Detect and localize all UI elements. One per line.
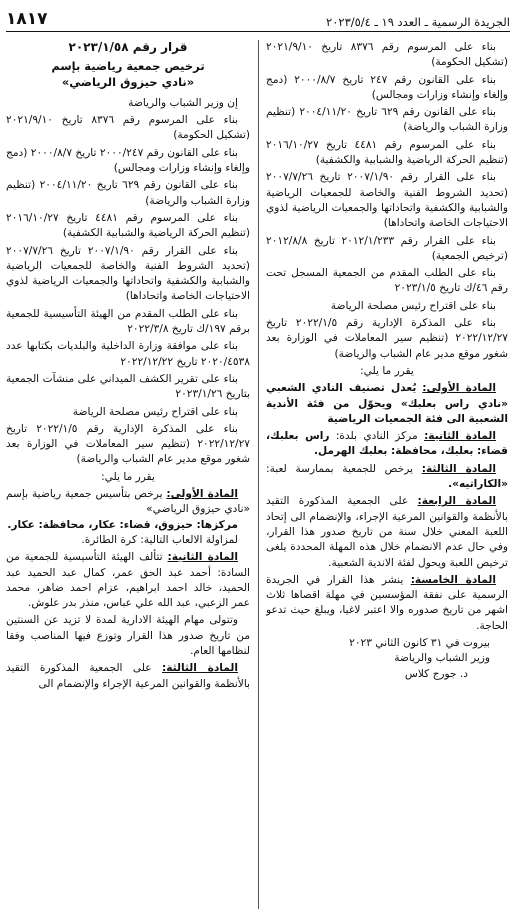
article-2-text: تتألف الهيئة التأسيسية للجمعية من السادة: أحمد عبد الحق عمر، كمال عبد الحميد عبد الحميد، خالد احمد ابراهيم، عزام احمد ضاهر، محمد عمر الزعبي، عبد الله علي عباس، منذر بدر علوش. [6,551,250,610]
article-2-extra: وتتولى مهام الهيئة الادارية لمدة لا تزيد عن السنتين من تاريخ صدور هذا القرار وتوزع فيها المناصب وفقا لنظامها العام. [6,614,250,657]
decision-number: قرار رقم ٢٠٢٣/١/٥٨ [68,40,188,54]
article-5 [266,573,508,634]
article-2 [6,550,250,611]
recital-law-629: بناء على القانون رقم ٦٢٩ تاريخ ٢٠٠٤/١١/٢٠ (تنظيم وزارة الشباب والرياضة) [6,179,250,207]
article-3-sport: «الكاراتيه». [448,478,508,491]
recital-decision-90: بناء على القرار رقم ٢٠٠٧/١/٩٠ تاريخ ٢٠٠٧/٧/٢٦ (تحديد الشروط الفنية والخاصة للجمعيات الرياضية والشبابية والكشفية واتحاداتها والجمعيات الرياضية لذوي الاحتياجات الخاصة واتحاداها) [266,171,508,230]
article-3 [6,661,250,692]
recital-memo: بناء على المذكرة الإدارية رقم ٢٠٢٢/١/٥ تاريخ ٢٠٢٢/١٢/٢٧ (تنظيم سير المعاملات في الوزارة بعد شغور موقع مدير عام الشباب والرياضة) [6,422,250,466]
article-3 [266,462,508,493]
recital-request: بناء على الطلب المقدم من الجمعية المسجل تحت رقم ٤٦/ك تاريخ ٢٠٢٣/١/٥ [266,267,508,295]
column-divider [258,40,259,909]
right-column [266,40,508,917]
article-3-label: المادة الثالثة: [421,462,496,475]
recital-law-247: بناء على القانون رقم ٢٤٧ تاريخ ٢٠٠٠/٨/٧ (دمج وإلغاء وإنشاء وزارات ومجالس) [266,73,508,101]
recital-decree-4481: بناء على المرسوم رقم ٤٤٨١ تاريخ ٢٠١٦/١٠/٢٧ (تنظيم الحركة الرياضية والشبابية الكشفية) [6,211,250,240]
article-1 [266,381,508,427]
article-2-label: المادة الثانية: [424,430,496,443]
recital-request: بناء على الطلب المقدم من الهيئة التأسيسية للجمعية برقم ١٩٧/ك تاريخ ٢٠٢٢/٣/٨ [6,307,250,336]
article-1-location: مركزها: حيزوق، قضاء: عكار، محافظة: عكار. [7,518,238,531]
page-number: ١٨١٧ [6,9,48,29]
article-5-text: ينشر هذا القرار في الجريدة الرسمية على نفقة المؤسسين في مهلة اقصاها ثلاث اشهر من تاريخ صدوره والا اعتبر لاغيا، ويبلغ حيث تدعو الحاجة. [266,573,508,632]
recital-decree-8376: بناء على المرسوم رقم ٨٣٧٦ تاريخ ٢٠٢١/٩/١٠ (تشكيل الحكومة) [6,114,250,142]
article-1-label: المادة الأولى: [422,382,497,395]
decides-heading: يقرر ما يلي: [360,364,414,377]
decides-heading: يقرر ما يلي: [101,470,155,483]
left-column [6,40,250,917]
article-1-text: يرخص بتأسيس جمعية رياضية بإسم «نادي حيزوق الرياضي» [6,488,250,516]
article-3-text: يرخص للجمعية بممارسة لعبة: [266,462,413,475]
decision-title: ترخيص جمعية رياضية بإسم [51,59,205,74]
minister-line: إن وزير الشباب والرياضة [128,96,238,109]
article-4-text: على الجمعية المذكورة التقيد بالأنظمة والقوانين المرعية الإجراء، والإنضمام الى إتحاد اللعبة المعني خلال سنة من تاريخ صدور هذا القرار، وفي حال عدم الانضمام خلال هذه المهلة المحددة يلغى ترخيص اللعبة ويحول لفئة الاندية الشعبية. [266,495,508,569]
article-1-text: يُعدل تصنيف النادي الشعبي «نادي راس بعلبك» ويحوّل من فئة الأندية الشعبية الى فئة الجمعيات الرياضية [266,382,508,425]
decision-title-block [6,40,250,90]
recital-proposal: بناء على اقتراح رئيس مصلحة الرياضة [72,405,238,418]
recital-field-inspection: بناء على تقرير الكشف الميداني على منشآت الجمعية بتاريخ ٢٠٢٣/١/٢٦ [6,372,250,401]
article-2-town: راس بعلبك [270,430,330,443]
signature-block [266,636,508,682]
article-4 [266,494,508,570]
article-1 [6,487,250,518]
decision-club-name: «نادي حيزوق الرياضي» [61,74,195,89]
signature-title: وزير الشباب والرياضة [394,652,490,665]
recital-law-629: بناء على القانون رقم ٦٢٩ تاريخ ٢٠٠٤/١١/٢٠ (تنظيم وزارة الشباب والرياضة) [266,106,508,134]
article-2-rest: ، قضاء: بعلبك، محافظة: بعلبك الهرمل. [266,430,508,458]
article-2 [266,429,508,460]
signature-place-date: بيروت في ٣١ كانون الثاني ٢٠٢٣ [349,636,490,649]
article-1-sport: لمزاولة الالعاب التالية: كرة الطائرة. [81,533,238,546]
article-2-text: مركز النادي بلدة: [329,430,418,443]
page-header [6,6,510,32]
recital-decree-4481: بناء على المرسوم رقم ٤٤٨١ تاريخ ٢٠١٦/١٠/٢٧ (تنظيم الحركة الرياضية والشبابية والكشفية) [266,138,508,167]
recital-decree-8376: بناء على المرسوم رقم ٨٣٧٦ تاريخ ٢٠٢١/٩/١٠ (تشكيل الحكومة) [266,41,508,69]
article-3-label: المادة الثالثة: [162,662,238,675]
article-5-label: المادة الخامسة: [410,573,496,586]
recital-interior-approval: بناء على موافقة وزارة الداخلية والبلديات بكتابها عدد ٢٠٢٠/٤٥٣٨ تاريخ ٢٠٢٢/١٢/٢٢ [6,340,250,368]
article-3-text: على الجمعية المذكورة التقيد بالأنظمة والقوانين المرعية الإجراء والإنضمام الى [6,662,250,690]
recital-memo: بناء على المذكرة الإدارية رقم ٢٠٢٢/١/٥ تاريخ ٢٠٢٢/١٢/٢٧ (تنظيم سير المعاملات في الوزارة بعد شغور موقع مدير عام الشباب والرياضة) [266,317,508,360]
article-1-label: المادة الأولى: [166,488,239,501]
recital-proposal: بناء على اقتراح رئيس مصلحة الرياضة [330,299,496,312]
recital-law-247: بناء على القانون رقم ٢٠٠٠/٢٤٧ تاريخ ٢٠٠٠/٨/٧ (دمج وإلغاء وإنشاء وزارات ومجالس) [6,146,250,175]
gazette-title: الجريدة الرسمية ـ العدد ١٩ ـ ٢٠٢٣/٥/٤ [326,15,510,29]
article-4-label: المادة الرابعة: [417,495,496,508]
signature-name: د. جورج كلاس [404,667,468,680]
recital-decision-233: بناء على القرار رقم ٢٠١٢/١/٢٣٣ تاريخ ٢٠١٢/٨/٨ (ترخيص الجمعية) [266,234,508,262]
recital-decision-90: بناء على القرار رقم ٢٠٠٧/١/٩٠ تاريخ ٢٠٠٧/٧/٢٦ (تحديد الشروط الفنية والخاصة للجمعيات الرياضية والشبابية والكشفية واتحاداتها والجمعيات الرياضية لذوي الاحتياجات الخاصة واتحاداها) [6,244,250,303]
article-2-label: المادة الثانية: [167,551,238,564]
